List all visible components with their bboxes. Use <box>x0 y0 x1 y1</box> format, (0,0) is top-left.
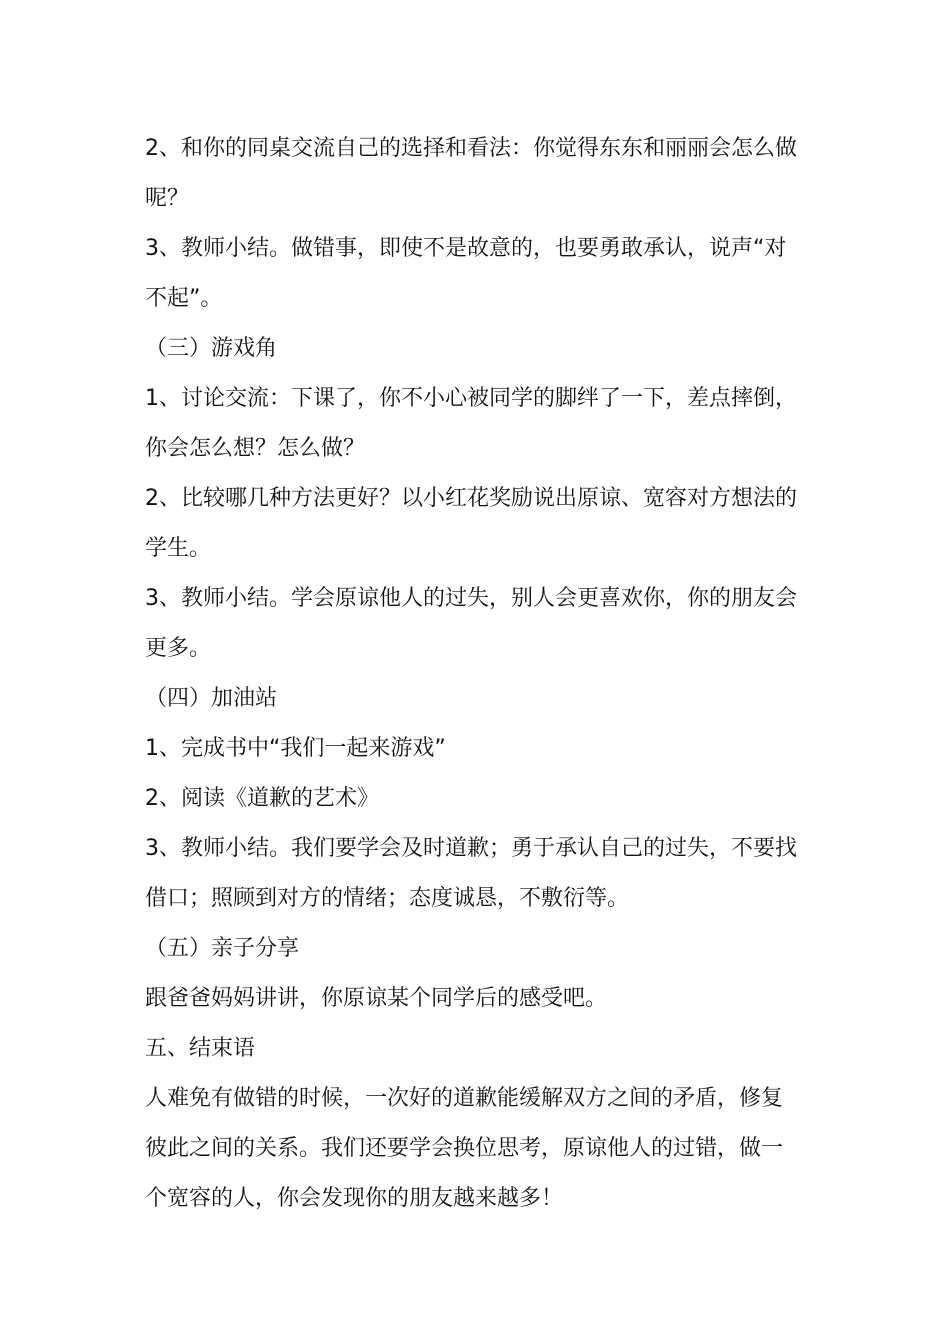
text-line: 个宽容的人，你会发现你的朋友越来越多！ <box>145 1186 564 1211</box>
text-line: 1、完成书中“我们一起来游戏” <box>145 736 446 761</box>
text-line: 2、和你的同桌交流自己的选择和看法：你觉得东东和丽丽会怎么做 <box>145 136 797 161</box>
text-line: 人难免有做错的时候，一次好的道歉能缓解双方之间的矛盾，修复 <box>145 1086 784 1111</box>
text-line: 3、教师小结。学会原谅他人的过失，别人会更喜欢你，你的朋友会 <box>145 586 797 611</box>
text-line: 3、教师小结。做错事，即使不是故意的，也要勇敢承认，说声“对 <box>145 236 787 261</box>
text-line: 彼此之间的关系。我们还要学会换位思考，原谅他人的过错，做一 <box>145 1136 784 1161</box>
text-line: 不起”。 <box>145 286 223 311</box>
text-line: 呢？ <box>145 186 190 211</box>
section-heading-closing: 五、结束语 <box>145 1036 256 1061</box>
text-line: 1、讨论交流：下课了，你不小心被同学的脚绊了一下，差点摔倒， <box>145 386 797 411</box>
text-line: 3、教师小结。我们要学会及时道歉；勇于承认自己的过失，不要找 <box>145 836 797 861</box>
section-heading-5: （五）亲子分享 <box>145 936 300 961</box>
text-line: 学生。 <box>145 536 212 561</box>
text-line: 跟爸爸妈妈讲讲，你原谅某个同学后的感受吧。 <box>145 986 608 1011</box>
document-body <box>145 124 810 1224</box>
text-line: 你会怎么想？怎么做？ <box>145 436 366 461</box>
text-line: 更多。 <box>145 636 212 661</box>
section-heading-4: （四）加油站 <box>145 686 278 711</box>
text-line: 2、比较哪几种方法更好？以小红花奖励说出原谅、宽容对方想法的 <box>145 486 797 511</box>
text-line: 2、阅读《道歉的艺术》 <box>145 786 379 811</box>
section-heading-3: （三）游戏角 <box>145 336 278 361</box>
text-line: 借口；照顾到对方的情绪；态度诚恳，不敷衍等。 <box>145 886 630 911</box>
